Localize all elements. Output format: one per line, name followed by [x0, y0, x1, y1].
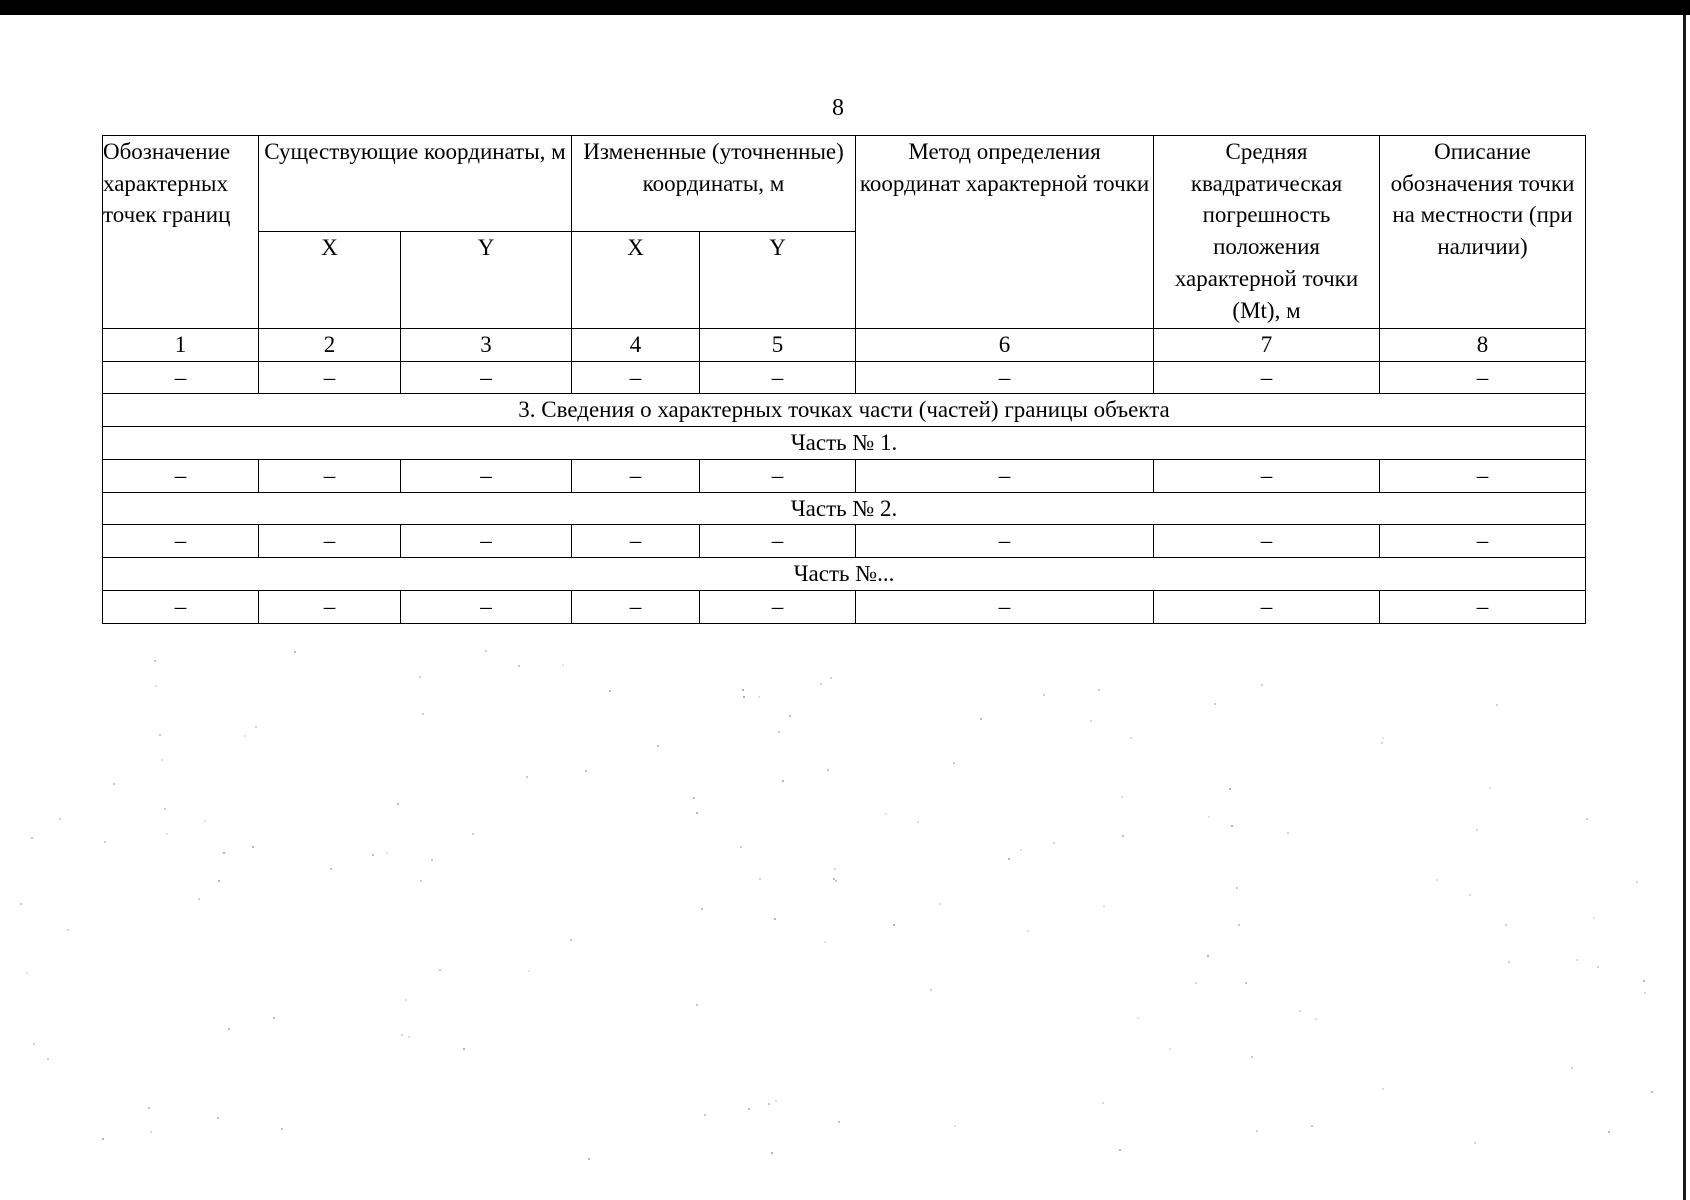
scan-speck	[893, 924, 895, 926]
scan-speck	[1469, 894, 1471, 896]
scan-speck	[148, 1107, 150, 1109]
scan-speck	[838, 1121, 840, 1123]
scan-speck	[1130, 737, 1132, 739]
dash-cell: –	[259, 459, 401, 492]
column-number: 8	[1380, 329, 1586, 362]
scan-speck	[696, 1004, 698, 1006]
dash-cell: –	[1380, 590, 1586, 623]
dash-cell: –	[103, 525, 259, 558]
scan-speck	[585, 770, 587, 772]
dash-cell: –	[1154, 361, 1380, 394]
scan-speck	[330, 868, 332, 870]
scan-speck	[198, 898, 200, 900]
empty-data-row	[103, 590, 1586, 623]
scan-speck	[1496, 704, 1498, 706]
scan-speck	[294, 651, 296, 653]
part-1-label: Часть № 1.	[103, 427, 1586, 460]
scan-speck	[771, 1152, 773, 1154]
scan-speck	[1103, 905, 1105, 907]
scan-speck	[1436, 879, 1438, 881]
scan-speck	[472, 833, 474, 835]
scan-speck	[782, 780, 784, 782]
scan-speck	[939, 903, 941, 905]
scan-speck	[166, 833, 168, 835]
dash-cell: –	[1380, 459, 1586, 492]
section-title: 3. Сведения о характерных точках части (частей) границы объекта	[103, 394, 1586, 427]
coordinates-table	[102, 135, 1586, 624]
scan-speck	[463, 1048, 465, 1050]
dash-cell: –	[700, 525, 856, 558]
scan-speck	[1382, 1088, 1384, 1090]
dash-cell: –	[856, 590, 1154, 623]
scan-speck	[885, 813, 887, 815]
scan-speck	[223, 852, 225, 854]
scan-speck	[255, 726, 257, 728]
scan-speck	[657, 745, 659, 747]
dash-cell: –	[1154, 525, 1380, 558]
scan-speck	[1381, 742, 1383, 744]
scan-speck	[1644, 992, 1646, 994]
page-number: 8	[832, 95, 844, 121]
header-existing-x: X	[259, 232, 401, 329]
dash-cell: –	[1380, 361, 1586, 394]
scan-speck	[526, 776, 528, 778]
dash-cell: –	[572, 525, 700, 558]
part-2-label: Часть № 2.	[103, 492, 1586, 525]
column-number: 7	[1154, 329, 1380, 362]
scan-speck	[827, 769, 829, 771]
scan-speck	[164, 808, 166, 810]
scan-speck	[204, 820, 206, 822]
dash-cell: –	[103, 590, 259, 623]
scan-speck	[1098, 689, 1100, 691]
scan-speck	[1287, 832, 1289, 834]
header-method: Метод определения координат характерной точки	[856, 136, 1154, 329]
scan-speck	[420, 880, 422, 882]
scan-speck	[1008, 858, 1010, 860]
scan-speck	[1214, 703, 1216, 705]
scan-speck	[1027, 930, 1029, 932]
dash-cell: –	[401, 361, 572, 394]
dash-cell: –	[103, 361, 259, 394]
empty-data-row	[103, 361, 1586, 394]
scan-speck	[1137, 1017, 1139, 1019]
scan-speck	[408, 1036, 410, 1038]
scan-speck	[1020, 849, 1022, 851]
dash-cell: –	[856, 459, 1154, 492]
scan-speck	[835, 880, 837, 882]
scan-speck	[775, 1100, 777, 1102]
part-n-label: Часть №...	[103, 558, 1586, 591]
scan-speck	[1315, 1018, 1317, 1020]
scan-speck	[768, 1103, 770, 1105]
scan-speck	[830, 677, 832, 679]
scan-speck	[1119, 1149, 1121, 1151]
header-existing-coordinates: Существующие координаты, м	[259, 136, 572, 232]
scan-speck	[1586, 818, 1588, 820]
scan-speck	[701, 908, 703, 910]
dash-cell: –	[401, 590, 572, 623]
dash-cell: –	[259, 525, 401, 558]
dash-cell: –	[856, 525, 1154, 558]
column-number: 3	[401, 329, 572, 362]
scan-speck	[273, 1017, 275, 1019]
scan-speck	[113, 783, 115, 785]
scan-speck	[570, 939, 572, 941]
scan-speck	[759, 878, 761, 880]
dash-cell: –	[1154, 459, 1380, 492]
scan-speck	[1608, 1131, 1610, 1133]
scan-speck	[431, 859, 433, 861]
empty-data-row	[103, 525, 1586, 558]
scan-speck	[562, 664, 564, 666]
scan-speck	[609, 690, 611, 692]
scan-speck	[743, 696, 745, 698]
scan-speck	[588, 1158, 590, 1160]
scan-speck	[824, 941, 826, 943]
scan-speck	[47, 1058, 49, 1060]
scan-speck	[1207, 955, 1209, 957]
scan-speck	[161, 759, 163, 761]
scan-speck	[740, 846, 742, 848]
header-mean-error: Средняя квадратическая погрешность положения характерной точки (Mt), м	[1154, 136, 1380, 329]
column-number: 6	[856, 329, 1154, 362]
scan-speck	[150, 1131, 152, 1133]
scan-speck	[244, 735, 246, 737]
scan-speck	[748, 1108, 750, 1110]
header-changed-x: X	[572, 232, 700, 329]
scan-speck	[1474, 1142, 1476, 1144]
scan-speck	[1636, 881, 1638, 883]
dash-cell: –	[103, 459, 259, 492]
scan-speck	[1382, 737, 1384, 739]
scan-speck	[1508, 961, 1510, 963]
dash-cell: –	[856, 361, 1154, 394]
header-description: Описание обозначения точки на местности (при наличии)	[1380, 136, 1586, 329]
scan-speck	[102, 1138, 104, 1140]
scan-speck	[834, 868, 836, 870]
scan-speck	[980, 718, 982, 720]
scan-speck	[485, 650, 487, 652]
scan-speck	[372, 854, 374, 856]
scan-speck	[155, 685, 157, 687]
scan-speck	[1505, 924, 1507, 926]
scan-speck	[930, 989, 932, 991]
scan-speck	[1169, 1048, 1171, 1050]
scan-speck	[154, 660, 156, 662]
scan-speck	[1195, 982, 1197, 984]
scan-speck	[218, 880, 220, 882]
scan-speck	[1651, 1091, 1653, 1093]
scan-speck	[1256, 1130, 1258, 1132]
scan-speck	[1122, 835, 1124, 837]
scan-speck	[159, 734, 161, 736]
column-number: 5	[700, 329, 856, 362]
scan-speck	[1043, 694, 1045, 696]
scan-speck	[1090, 720, 1092, 722]
scan-speck	[696, 812, 698, 814]
scan-speck	[104, 841, 106, 843]
scan-speck	[954, 1125, 956, 1127]
scan-speck	[1576, 959, 1578, 961]
scan-speck	[528, 970, 530, 972]
header-changed-coordinates: Измененные (уточненные) координаты, м	[572, 136, 856, 232]
scan-speck	[917, 821, 919, 823]
scan-speck	[1311, 1125, 1313, 1127]
dash-cell: –	[572, 590, 700, 623]
scan-speck	[20, 903, 22, 905]
scan-speck	[704, 1114, 706, 1116]
scan-speck	[1571, 1067, 1573, 1069]
scan-speck	[1208, 816, 1210, 818]
dash-cell: –	[1380, 525, 1586, 558]
scan-speck	[33, 1043, 35, 1045]
scan-speck	[1229, 788, 1231, 790]
header-changed-y: Y	[700, 232, 856, 329]
scan-speck	[1299, 1010, 1301, 1012]
dash-cell: –	[259, 361, 401, 394]
dash-cell: –	[572, 361, 700, 394]
dash-cell: –	[700, 590, 856, 623]
dash-cell: –	[401, 459, 572, 492]
empty-data-row	[103, 459, 1586, 492]
scan-speck	[419, 676, 421, 678]
scan-speck	[252, 846, 254, 848]
dash-cell: –	[1154, 590, 1380, 623]
scan-speck	[1251, 1056, 1253, 1058]
column-number: 2	[259, 329, 401, 362]
scan-right-edge	[1683, 15, 1686, 1200]
dash-cell: –	[401, 525, 572, 558]
scan-speck	[59, 818, 61, 820]
dash-cell: –	[572, 459, 700, 492]
column-number: 1	[103, 329, 259, 362]
scan-speck	[217, 1117, 219, 1119]
scan-speck	[953, 762, 955, 764]
scan-speck	[1476, 829, 1478, 831]
scan-speck	[1102, 1102, 1104, 1104]
scan-speck	[31, 837, 33, 839]
scan-speck	[758, 696, 760, 698]
header-existing-y: Y	[401, 232, 572, 329]
scan-speck	[1261, 684, 1263, 686]
dash-cell: –	[259, 590, 401, 623]
dash-cell: –	[700, 361, 856, 394]
scan-speck	[67, 929, 69, 931]
scan-speck	[778, 731, 780, 733]
scan-speck	[774, 918, 776, 920]
scan-speck	[397, 803, 399, 805]
scan-speck	[1593, 917, 1595, 919]
header-point-designation: Обозначение характерных точек границ	[103, 136, 259, 329]
scan-speck	[518, 665, 520, 667]
scan-speck	[1643, 980, 1645, 982]
scan-speck	[789, 715, 791, 717]
scan-speck	[228, 1028, 230, 1030]
column-number-row	[103, 329, 1586, 362]
scan-speck	[401, 1034, 403, 1036]
scan-speck	[1053, 842, 1055, 844]
scan-top-border	[0, 0, 1690, 15]
scan-speck	[1489, 787, 1491, 789]
scan-speck	[281, 1128, 283, 1130]
scan-speck	[405, 999, 407, 1001]
scan-speck	[1236, 887, 1238, 889]
scan-speck	[422, 713, 424, 715]
dash-cell: –	[700, 459, 856, 492]
scan-speck	[26, 972, 28, 974]
column-number: 4	[572, 329, 700, 362]
scan-speck	[439, 969, 441, 971]
scan-speck	[386, 852, 388, 854]
scan-speck	[1231, 825, 1233, 827]
scan-speck	[1597, 966, 1599, 968]
scan-speck	[1238, 924, 1240, 926]
scan-speck	[693, 797, 695, 799]
scan-speck	[1121, 796, 1123, 798]
scan-speck	[1245, 982, 1247, 984]
scan-speck	[742, 689, 744, 691]
scan-speck	[820, 683, 822, 685]
